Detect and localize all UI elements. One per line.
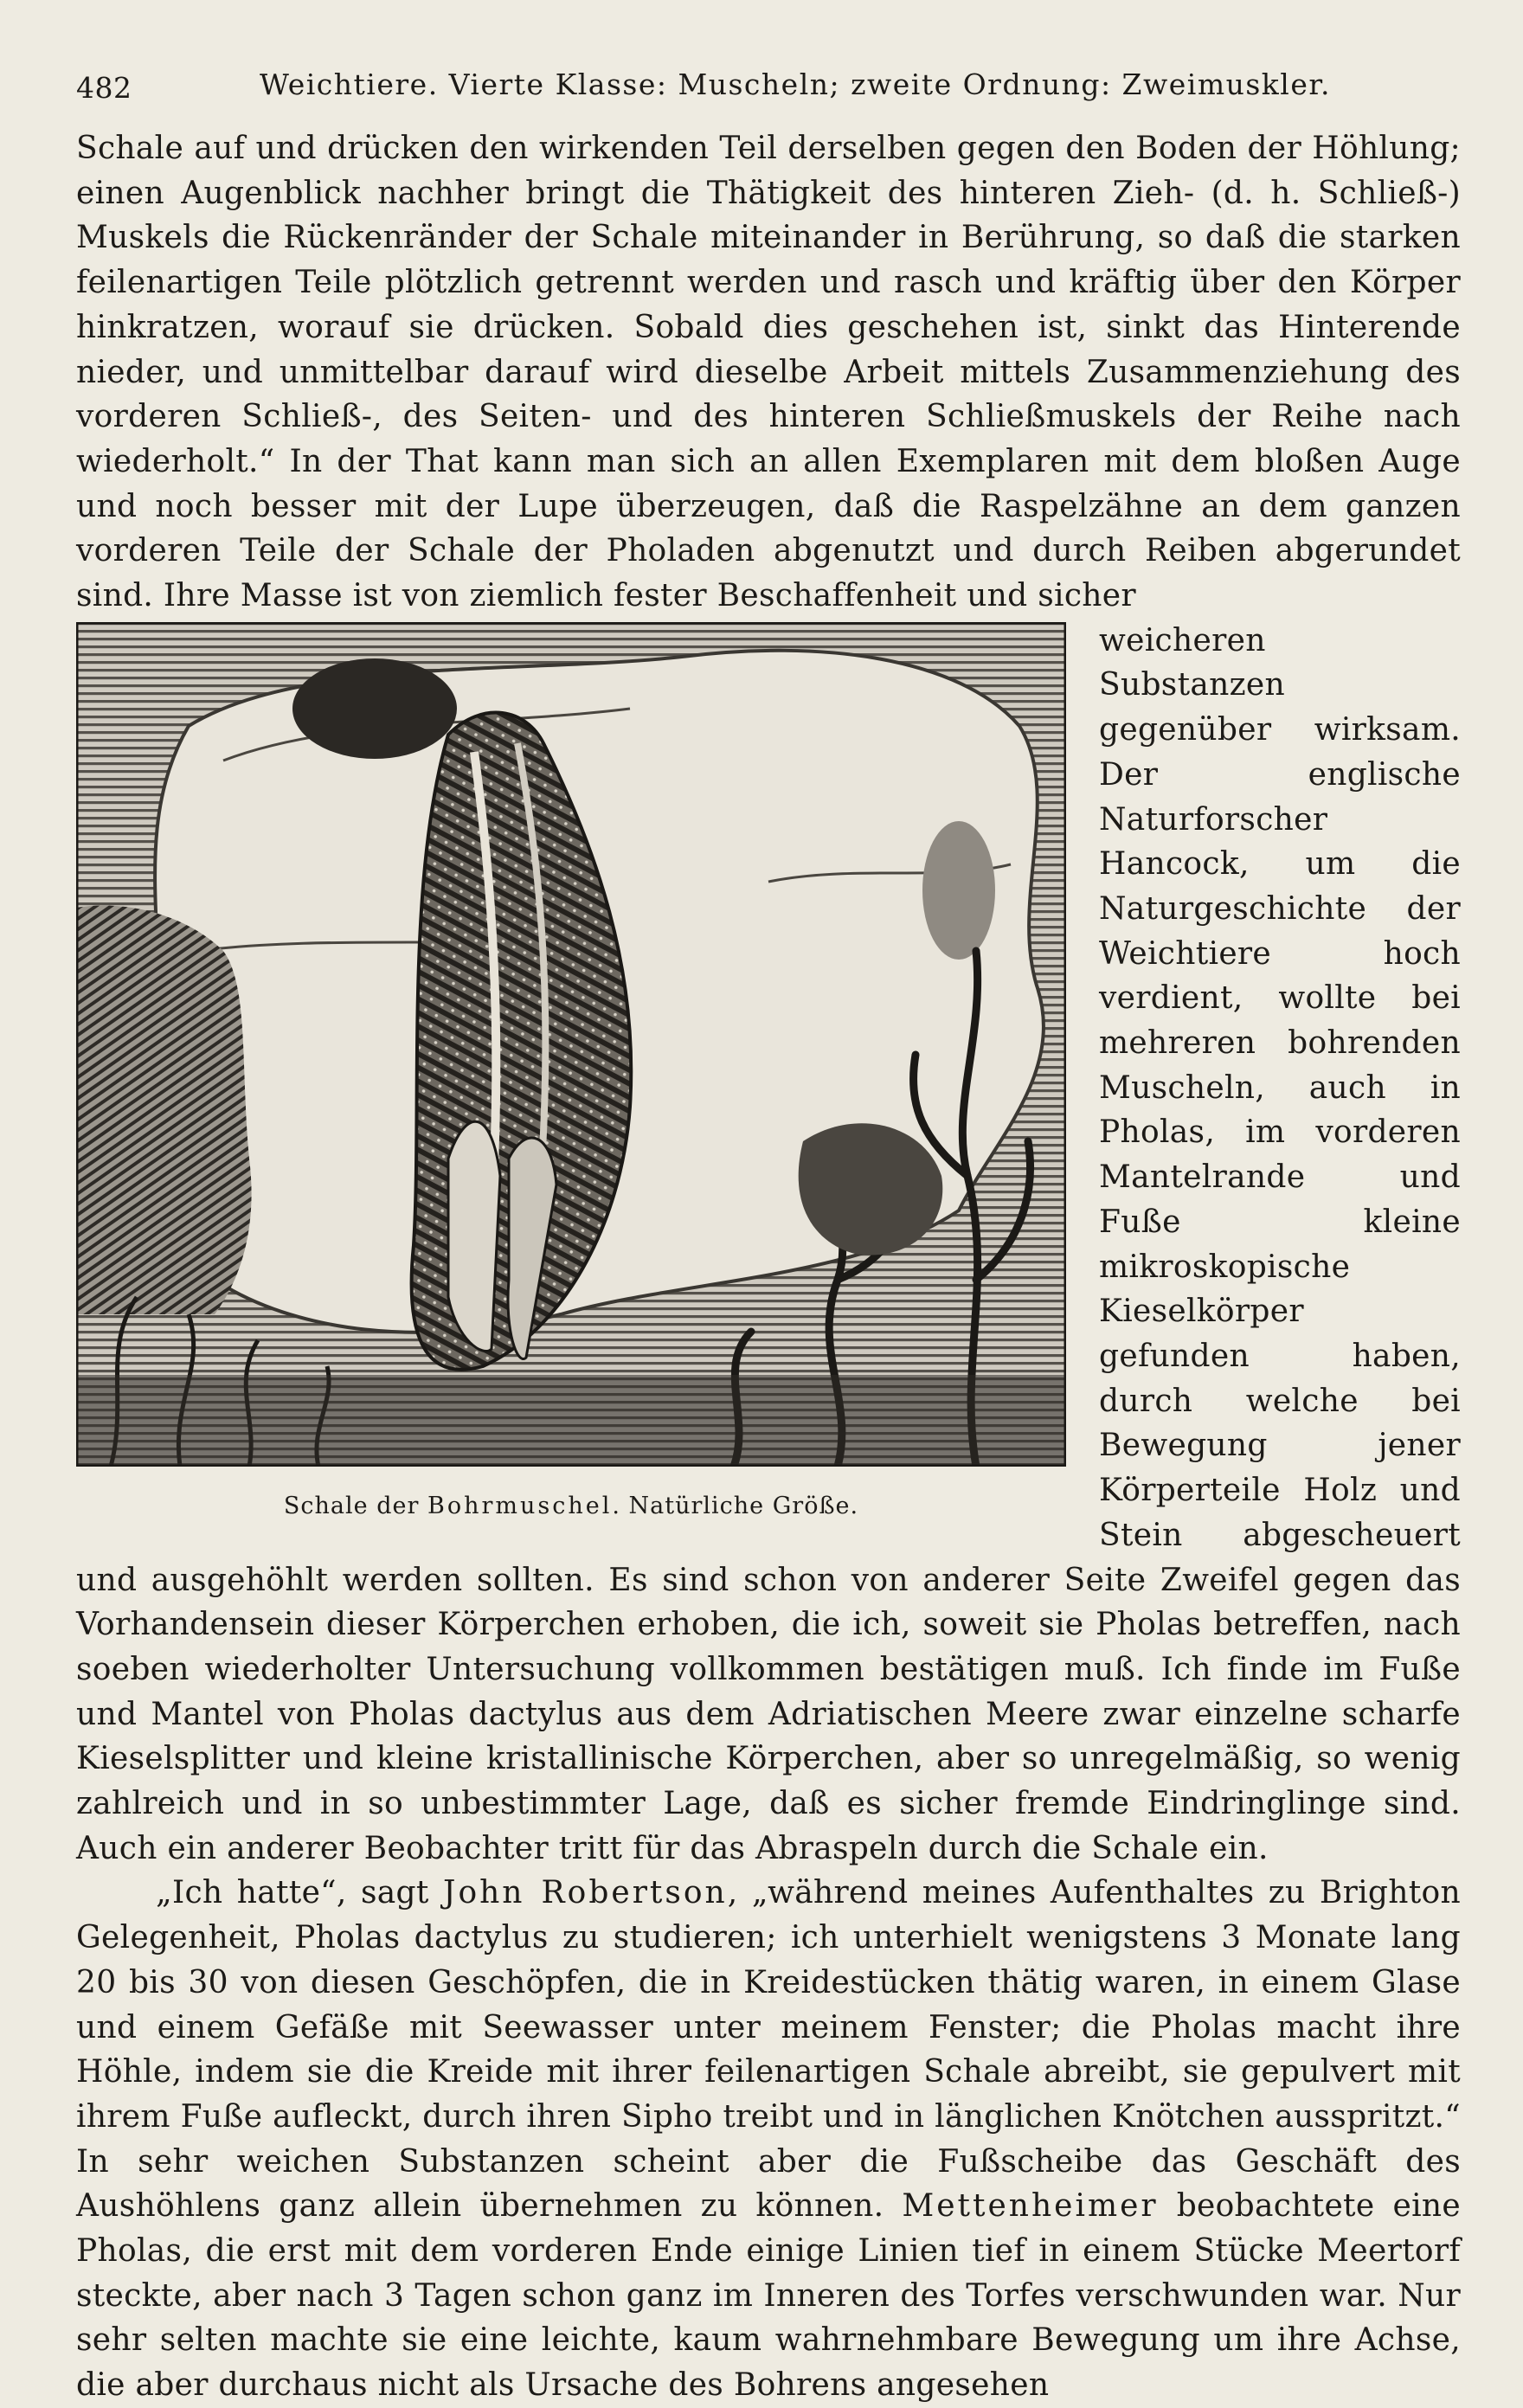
bohrmuschel-engraving <box>76 622 1066 1467</box>
paragraph-1-top: Schale auf und drücken den wirkenden Teil derselben gegen den Boden der Höhlung; einen Augenblick nachher bringt die Thätigkeit des hinteren Zieh- (d. h. Schließ-) Muskels die Rückenränder der Schale miteinander in Berührung, so daß die starken feilenartigen Teile plötzlich getrennt werden und rasch und kräftig über den Körper hinkratzen, worauf sie drücken. Sobald dies geschehen ist, sinkt das Hinterende nieder, und unmittelbar darauf wird dieselbe Arbeit mittels Zusammenziehung des vorderen Schließ-, des Seiten- und des hinteren Schließmuskels der Reihe nach wiederholt.“ In der That kann man sich an allen Exemplaren mit dem bloßen Auge und noch besser mit der Lupe überzeugen, daß die Raspelzähne an dem ganzen vorderen Teile der Schale der Pholaden abgenutzt und durch Reiben abgerundet sind. Ihre Masse ist von ziemlich fester Beschaffenheit und sicher <box>76 131 1461 614</box>
bore-hole <box>292 658 457 759</box>
caption-prefix: Schale der <box>283 1492 427 1519</box>
paragraph-2 <box>76 1871 1461 2407</box>
author-name: John Robertson <box>443 1875 728 1911</box>
shell-tip <box>448 1121 500 1351</box>
sea-floor <box>76 1375 1066 1467</box>
quote-text: , „während meines Aufenthaltes zu Brighton Gelegenheit, Pholas dactylus zu studieren; ich unterhielt wenigstens 3 Monate lang 20 bis 30 von diesen Geschöpfen, die in Kreidestücken thätig waren, in einem Glase und einem Gefäße mit Seewasser unter meinem Fenster; die Pholas macht ihre Höhle, indem sie die Kreide mit ihrer feilenartigen Schale abreibt, sie gepulvert mit ihrem Fuße aufleckt, durch ihren Sipho treibt und in länglichen Knötchen ausspritzt.“ In sehr weichen Substanzen scheint aber die Fußscheibe das Geschäft des Aushöhlens ganz allein übernehmen zu können. <box>76 1875 1461 2225</box>
figure-bohrmuschel <box>76 622 1066 1519</box>
paragraph-1-continued: weicheren Substanzen gegenüber wirksam. Der englische Naturforscher Hancock, um die Naturgeschichte der Weichtiere hoch verdient, wollte bei mehreren bohrenden Muscheln, auch in Pholas, im vorderen Mantelrande und Fuße kleine mikroskopische Kieselkörper gefunden haben, durch welche bei Bewegung jener Körperteile Holz und Stein abgescheuert und ausgehöhlt werden sollten. Es sind schon von anderer Seite Zweifel gegen das Vorhandensein dieser Körperchen erhoben, die ich, soweit sie Pholas betreffen, nach soeben wiederholter Untersuchung vollkommen bestätigen muß. Ich finde im Fuße und Mantel von Pholas dactylus aus dem Adriatischen Meere zwar einzelne scharfe Kieselsplitter und kleine kristallinische Körperchen, aber so unregelmäßig, so wenig zahlreich und in so unbestimmter Lage, daß es sicher fremde Eindringlinge sind. Auch ein anderer Beobachter tritt für das Abraspeln durch die Schale ein. <box>76 622 1461 1866</box>
bore-hole <box>922 821 995 960</box>
caption-name: Bohrmuschel <box>427 1492 613 1519</box>
quote-open: „Ich hatte“, sagt <box>156 1875 444 1911</box>
running-title: Weichtiere. Vierte Klasse: Muscheln; zweite Ordnung: Zweimuskler. <box>260 67 1332 101</box>
caption-suffix: . Natürliche Größe. <box>612 1492 859 1519</box>
left-rock <box>76 905 252 1314</box>
author-name-2: Mettenheimer <box>902 2188 1159 2225</box>
page-header <box>76 62 1461 114</box>
paragraph-2-rest: beobachtete eine Pholas, die erst mit dem vorderen Ende einige Linien tief in einem Stücke Meertorf steckte, aber nach 3 Tagen schon ganz im Inneren des Torfes verschwunden war. Nur sehr selten machte sie eine leichte, kaum wahrnehmbare Bewegung um ihre Achse, die aber durchaus nicht als Ursache des Bohrens angesehen <box>76 2188 1461 2404</box>
body-text <box>76 126 1461 2408</box>
page-number: 482 <box>76 71 132 105</box>
figure-caption <box>76 1484 1066 1519</box>
